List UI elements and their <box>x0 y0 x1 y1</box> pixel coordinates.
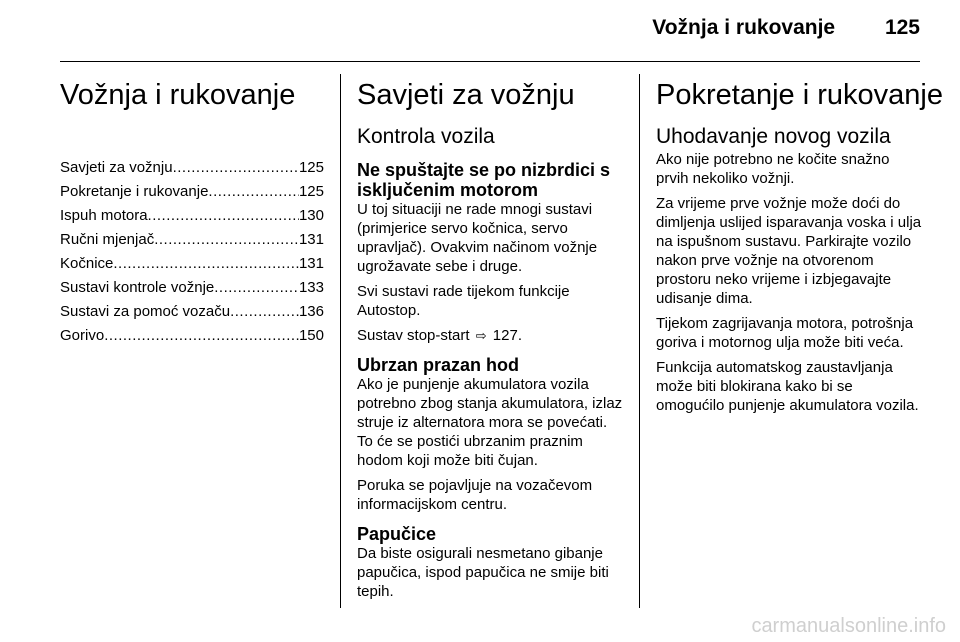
toc-entry[interactable]: Pokretanje i rukovanje ..... 125 <box>60 180 324 204</box>
toc-entry[interactable]: Savjeti za vožnju ..... 125 <box>60 156 324 180</box>
paragraph: U toj situaciji ne rade mnogi sustavi (primjerice servo kočnica, servo upravljač). Ovakvim načinom vožnje ugrožavate sebe i druge. <box>357 201 598 275</box>
toc-entry[interactable]: Kočnice ..... 131 <box>60 252 324 276</box>
section-title: Savjeti za vožnju <box>357 79 575 111</box>
cross-reference[interactable]: Sustav stop-start ⇨ 127. <box>357 327 522 344</box>
section-subtitle: Kontrola vozila <box>357 125 495 148</box>
toc-entry[interactable]: Ručni mjenjač ..... 131 <box>60 228 324 252</box>
paragraph: Poruka se pojavljuje na vozačevom informacijskom centru. <box>357 477 593 513</box>
header-title: Vožnja i rukovanje <box>652 16 836 39</box>
column-divider-1 <box>340 74 341 608</box>
paragraph: Tijekom zagrijavanja motora, potrošnja goriva i motornog ulja može biti veća. <box>656 315 914 351</box>
toc-entry[interactable]: Ispuh motora ..... 130 <box>60 204 324 228</box>
paragraph: Za vrijeme prve vožnje može doći do dimljenja uslijed isparavanja voska i ulja na ispušnom sustavu. Parkirajte vozilo nakon prve vožnje na otvorenom prostoru neko vrijeme i izbjegavajte udisanje dima. <box>656 195 922 307</box>
section-subtitle: Uhodavanje novog vozila <box>656 125 891 148</box>
subsection-heading: Ne spuštajte se po nizbrdici s isključenim motorom <box>357 160 611 200</box>
subsection-heading: Papučice <box>357 524 437 544</box>
starting-column <box>656 70 943 421</box>
page-number: 125 <box>884 16 920 39</box>
paragraph: Ako nije potrebno ne kočite snažno prvih nekoliko vožnji. <box>656 151 890 187</box>
paragraph: Da biste osigurali nesmetano gibanje papučica, ispod papučica ne smije biti tepih. <box>357 545 609 600</box>
page-header <box>652 16 920 40</box>
toc-entry[interactable]: Sustavi za pomoć vozaču ..... 136 <box>60 300 324 324</box>
table-of-contents <box>60 156 324 348</box>
watermark: carmanualsonline.info <box>751 615 946 637</box>
toc-column <box>60 70 324 364</box>
paragraph: Ako je punjenje akumulatora vozila potrebno zbog stanja akumulatora, izlaz struje iz alternatora mora se povećati. To će se postići ubrzanim praznim hodom koji može biti čujan. <box>357 376 623 469</box>
column-divider-2 <box>639 74 640 608</box>
chapter-title: Vožnja i rukovanje <box>60 79 296 111</box>
paragraph: Funkcija automatskog zaustavljanja može biti blokirana kako bi se omogućilo punjenje akumulatora vozila. <box>656 359 919 414</box>
header-divider <box>60 61 920 62</box>
subsection-heading: Ubrzan prazan hod <box>357 355 520 375</box>
toc-entry[interactable]: Sustavi kontrole vožnje ..... 133 <box>60 276 324 300</box>
section-title: Pokretanje i rukovanje <box>656 79 943 111</box>
toc-entry[interactable]: Gorivo ..... 150 <box>60 324 324 348</box>
arrow-icon: ⇨ <box>475 328 487 343</box>
paragraph: Svi sustavi rade tijekom funkcije Autostop. <box>357 283 570 319</box>
driving-tips-column <box>357 70 623 607</box>
